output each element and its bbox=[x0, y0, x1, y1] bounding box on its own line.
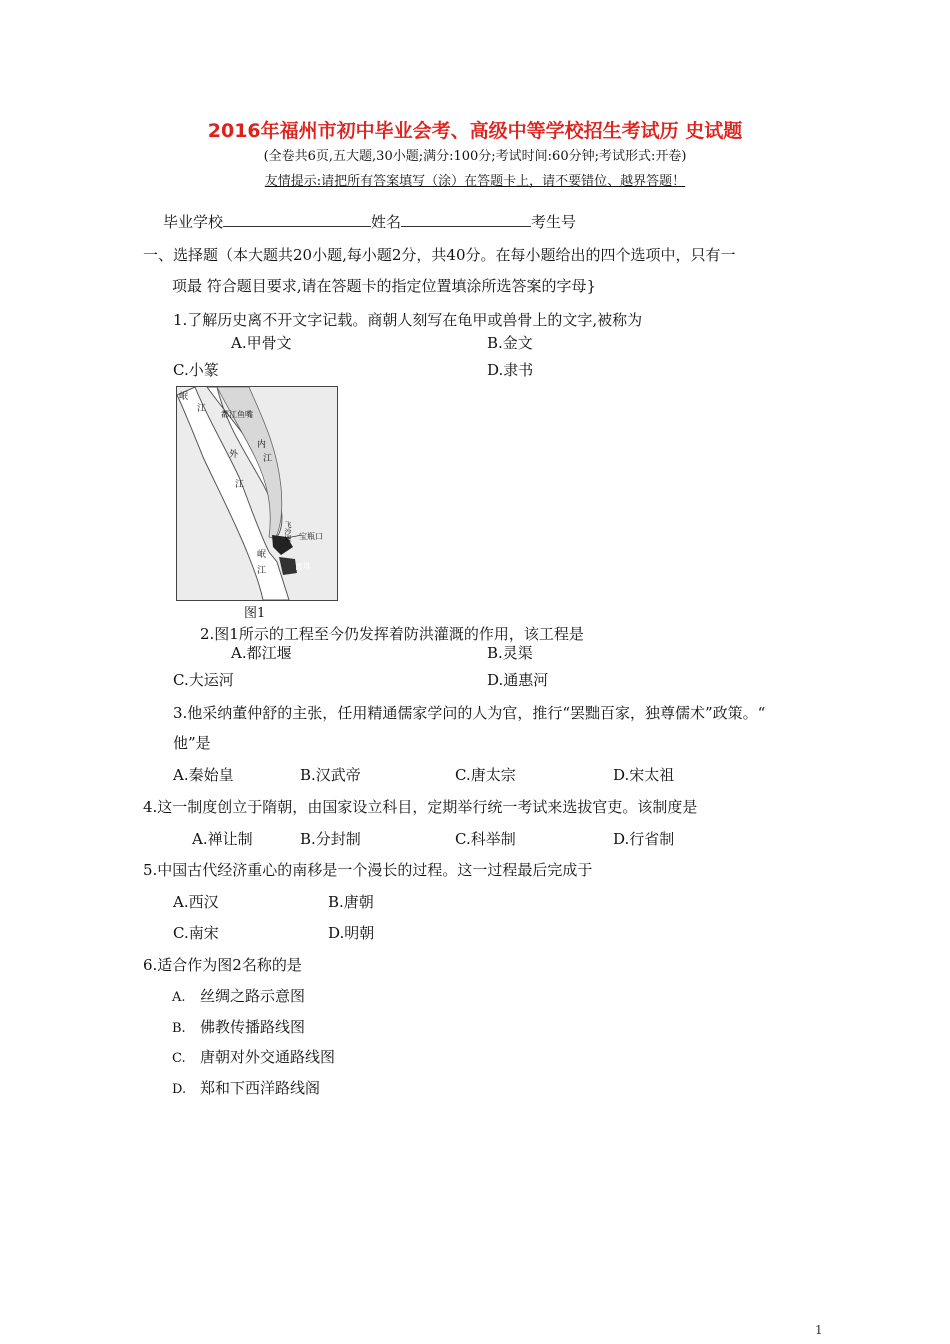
map-label-feishayan: 飞沙堰 bbox=[284, 521, 292, 542]
name-label: 姓名 bbox=[371, 213, 402, 231]
q1-option-d: D.隶书 bbox=[487, 361, 534, 379]
page-number: 1 bbox=[815, 1323, 823, 1337]
map-label-jiang-2: 江 bbox=[263, 454, 273, 464]
figure1-caption: 图1 bbox=[244, 606, 266, 621]
id-label: 考生号 bbox=[531, 213, 577, 231]
q2-option-b: B.灵渠 bbox=[487, 644, 533, 662]
q5-option-d: D.明朝 bbox=[328, 924, 375, 942]
q4-option-b: B.分封制 bbox=[300, 830, 361, 848]
map-label-wai: 外 bbox=[229, 450, 239, 460]
map-label-lidui: 离堆 bbox=[295, 562, 311, 571]
school-blank bbox=[223, 212, 371, 227]
exam-subtitle: (全卷共6页,五大题,30小题;满分:100分;考试时间:60分钟;考试形式:开卷) bbox=[263, 149, 687, 164]
q3-option-a: A.秦始皇 bbox=[173, 766, 234, 784]
q6-option-a-text: 丝绸之路示意图 bbox=[200, 987, 306, 1005]
q4-stem: 4.这一制度创立于隋朝，由国家设立科目，定期举行统一考试来选拔官吏。该制度是 bbox=[143, 798, 698, 816]
q6-option-b bbox=[172, 1016, 305, 1037]
q6-option-c-text: 唐朝对外交通路线图 bbox=[200, 1048, 336, 1066]
q3-stem-line2: 他”是 bbox=[173, 734, 211, 752]
q6-option-c bbox=[172, 1046, 335, 1067]
q6-option-a bbox=[172, 985, 305, 1006]
map-label-min-2: 岷 bbox=[257, 550, 267, 560]
friendly-tip: 友情提示:请把所有答案填写（涂）在答题卡上，请不要错位、越界答题！ bbox=[264, 174, 686, 189]
q3-option-b: B.汉武帝 bbox=[300, 766, 361, 784]
figure1-map bbox=[176, 386, 338, 601]
map-label-baopingkou: 宝瓶口 bbox=[299, 532, 323, 541]
q4-option-a: A.禅让制 bbox=[192, 830, 253, 848]
school-label: 毕业学校 bbox=[163, 213, 224, 231]
q6-stem: 6.适合作为图2名称的是 bbox=[143, 956, 302, 974]
q5-stem: 5.中国古代经济重心的南移是一个漫长的过程。这一过程最后完成于 bbox=[143, 861, 593, 879]
q6-option-a-letter: A. bbox=[172, 990, 186, 1005]
q6-option-d-text: 郑和下西洋路线阁 bbox=[200, 1079, 321, 1097]
q3-option-d: D.宋太祖 bbox=[613, 766, 675, 784]
q2-option-d: D.通惠河 bbox=[487, 671, 549, 689]
q6-option-c-letter: C. bbox=[172, 1051, 186, 1066]
map-label-jiang-3: 江 bbox=[235, 480, 245, 490]
q3-stem-line1: 3.他采纳董仲舒的主张，任用精通儒家学问的人为官，推行“罢黜百家，独尊儒术”政策。“ bbox=[173, 704, 766, 722]
map-label-jiang-4: 江 bbox=[257, 566, 267, 576]
student-info-line bbox=[163, 211, 576, 232]
q6-option-b-letter: B. bbox=[172, 1021, 186, 1036]
q1-option-c: C.小篆 bbox=[173, 361, 219, 379]
q6-option-b-text: 佛教传播路线图 bbox=[200, 1018, 306, 1036]
q5-option-c: C.南宋 bbox=[173, 924, 219, 942]
map-label-min-1: 岷 bbox=[179, 392, 189, 402]
q5-option-a: A.西汉 bbox=[173, 893, 219, 911]
q1-stem: 1.了解历史离不开文字记载。商朝人刻写在龟甲或兽骨上的文字,被称为 bbox=[173, 311, 643, 329]
map-label-dujiang-yuzui: 都江鱼嘴 bbox=[221, 410, 253, 419]
map-label-nei: 内 bbox=[257, 440, 267, 450]
section1-instructions-line1: 一、选择题（本大题共20小题,每小题2分，共40分。在每小题给出的四个选项中，只有一 bbox=[143, 246, 736, 264]
q2-stem: 2.图1所示的工程至今仍发挥着防洪灌溉的作用，该工程是 bbox=[200, 625, 584, 643]
section1-instructions-line2: 项最 符合题目要求,请在答题卡的指定位置填涂所选答案的字母} bbox=[172, 277, 597, 295]
name-blank bbox=[401, 212, 531, 227]
q2-option-a: A.都江堰 bbox=[231, 644, 292, 662]
q1-option-a: A.甲骨文 bbox=[231, 334, 292, 352]
q3-option-c: C.唐太宗 bbox=[455, 766, 516, 784]
q4-option-c: C.科举制 bbox=[455, 830, 516, 848]
q6-option-d-letter: D. bbox=[172, 1082, 187, 1097]
q1-option-b: B.金文 bbox=[487, 334, 533, 352]
q2-option-c: C.大运河 bbox=[173, 671, 234, 689]
exam-title: 2016年福州市初中毕业会考、高级中等学校招生考试历 史试题 bbox=[207, 120, 743, 142]
q6-option-d bbox=[172, 1077, 320, 1098]
q4-option-d: D.行省制 bbox=[613, 830, 675, 848]
map-label-jiang-1: 江 bbox=[197, 404, 207, 414]
q5-option-b: B.唐朝 bbox=[328, 893, 374, 911]
